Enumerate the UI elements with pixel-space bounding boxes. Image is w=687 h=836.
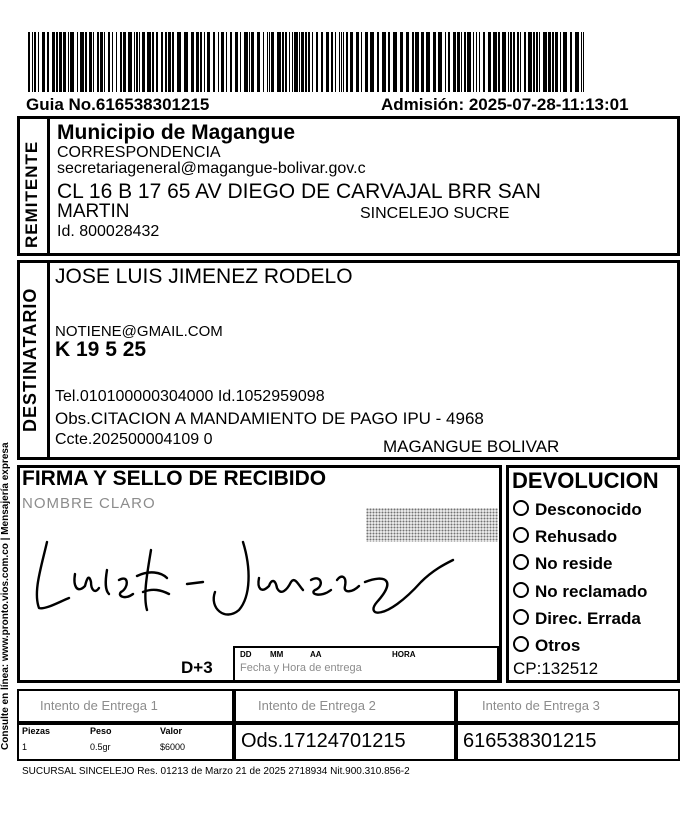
sender-name: Municipio de Magangue: [57, 121, 296, 144]
barcode-bar: [271, 32, 274, 92]
barcode-bar: [123, 32, 126, 92]
barcode: [28, 32, 586, 92]
barcode-bar: [59, 32, 62, 92]
barcode-bar: [34, 32, 36, 92]
barcode-bar: [269, 32, 270, 92]
barcode-bar: [200, 32, 202, 92]
recipient-section-label: DESTINATARIO: [20, 287, 40, 432]
barcode-bar: [282, 32, 284, 92]
sender-email: secretariageneral@magangue-bolivar.gov.c: [57, 160, 366, 177]
barcode-bar: [116, 32, 117, 92]
barcode-bar: [70, 32, 74, 92]
barcode-bar: [350, 32, 353, 92]
barcode-bar: [370, 32, 374, 92]
barcode-bar: [406, 32, 409, 92]
footer-text: SUCURSAL SINCELEJO Res. 01213 de Marzo 21 de 2025 2718934 Nit.900.310.856-2: [22, 766, 410, 777]
package-header-peso: Peso: [90, 726, 112, 736]
barcode-bar: [89, 32, 92, 92]
barcode-bar: [346, 32, 348, 92]
barcode-bar: [528, 32, 532, 92]
date-header-aa: AA: [310, 650, 322, 659]
barcode-bar: [85, 32, 87, 92]
barcode-bar: [230, 32, 232, 92]
receipt-title: FIRMA Y SELLO DE RECIBIDO: [22, 467, 327, 490]
barcode-bar: [445, 32, 446, 92]
barcode-bar: [502, 32, 506, 92]
barcode-bar: [415, 32, 419, 92]
sender-address: CL 16 B 17 65 AV DIEGO DE CARVAJAL BRR SAN: [57, 180, 541, 203]
receipt-name-placeholder: NOMBRE CLARO: [22, 495, 156, 512]
recipient-email: NOTIENE@GMAIL.COM: [55, 323, 223, 340]
barcode-bar: [136, 32, 138, 92]
barcode-bar: [393, 32, 397, 92]
barcode-bar: [476, 32, 477, 92]
barcode-bar: [56, 32, 58, 92]
return-title: DEVOLUCION: [512, 468, 659, 493]
barcode-bar: [277, 32, 281, 92]
barcode-bar: [80, 32, 84, 92]
barcode-bar: [42, 32, 45, 92]
barcode-bar: [244, 32, 248, 92]
barcode-bar: [213, 32, 215, 92]
barcode-bar: [388, 32, 390, 92]
return-cp: CP:132512: [513, 659, 599, 678]
barcode-bar: [361, 32, 362, 92]
barcode-bar: [184, 32, 188, 92]
barcode-bar: [93, 32, 94, 92]
sender-department: CORRESPONDENCIA: [57, 144, 221, 161]
barcode-bar: [305, 32, 307, 92]
barcode-bar: [289, 32, 290, 92]
barcode-bar: [240, 32, 241, 92]
barcode-bar: [147, 32, 151, 92]
barcode-bar: [152, 32, 154, 92]
barcode-bar: [400, 32, 403, 92]
barcode-bar: [139, 32, 140, 92]
barcode-bar: [453, 32, 456, 92]
barcode-bar: [343, 32, 344, 92]
barcode-bar: [377, 32, 379, 92]
return-option-otros[interactable]: Otros: [513, 636, 580, 656]
barcode-bar: [412, 32, 414, 92]
barcode-bar: [517, 32, 519, 92]
return-option-no-reclamado[interactable]: No reclamado: [513, 582, 647, 602]
barcode-bar: [299, 32, 300, 92]
sender-section-label: REMITENTE: [22, 140, 41, 248]
barcode-bar: [128, 32, 132, 92]
barcode-bar: [235, 32, 238, 92]
barcode-bar: [524, 32, 526, 92]
barcode-bar: [365, 32, 368, 92]
barcode-bar: [331, 32, 333, 92]
barcode-bar: [513, 32, 515, 92]
barcode-bar: [52, 32, 55, 92]
barcode-bar: [552, 32, 554, 92]
ods-number: Ods.17124701215: [241, 730, 406, 752]
barcode-bar: [461, 32, 462, 92]
barcode-bar: [308, 32, 310, 92]
barcode-bar: [335, 32, 336, 92]
barcode-bar: [508, 32, 509, 92]
barcode-bar: [488, 32, 491, 92]
barcode-bar: [464, 32, 466, 92]
barcode-bar: [263, 32, 264, 92]
date-header-hora: HORA: [392, 650, 416, 659]
barcode-bar: [28, 32, 30, 92]
barcode-bar: [473, 32, 474, 92]
recipient-address: K 19 5 25: [55, 338, 147, 361]
barcode-bar: [555, 32, 558, 92]
radio-icon: [513, 527, 529, 543]
barcode-bar: [321, 32, 323, 92]
barcode-bar: [301, 32, 304, 92]
barcode-bar: [292, 32, 293, 92]
package-value-piezas: 1: [22, 742, 28, 752]
barcode-bar: [108, 32, 110, 92]
radio-icon: [513, 554, 529, 570]
sender-address-2: MARTIN: [57, 201, 130, 222]
barcode-bar: [581, 32, 582, 92]
recipient-ccte: Ccte.202500004109 0: [55, 431, 213, 448]
barcode-bar: [326, 32, 329, 92]
barcode-bar: [356, 32, 359, 92]
tracking-number: 616538301215: [463, 730, 597, 752]
package-value-peso: 0.5gr: [90, 742, 111, 752]
barcode-bar: [267, 32, 268, 92]
barcode-bar: [120, 32, 122, 92]
barcode-bar: [543, 32, 547, 92]
attempt-1-label: Intento de Entrega 1: [40, 698, 158, 713]
barcode-bar: [510, 32, 512, 92]
side-text: Consulte en línea: www.pronto.vios.com.co | Mensajería expresa: [0, 442, 11, 750]
barcode-bar: [479, 32, 480, 92]
barcode-bar: [249, 32, 250, 92]
barcode-bar: [172, 32, 174, 92]
barcode-bar: [204, 32, 205, 92]
package-header-piezas: Piezas: [22, 726, 51, 736]
barcode-bar: [520, 32, 521, 92]
recipient-obs: Obs.CITACION A MANDAMIENTO DE PAGO IPU - 4968: [55, 409, 484, 428]
barcode-bar: [448, 32, 450, 92]
package-value-valor: $6000: [160, 742, 186, 752]
barcode-bar: [560, 32, 561, 92]
barcode-bar: [38, 32, 39, 92]
barcode-bar: [257, 32, 260, 92]
barcode-bar: [498, 32, 500, 92]
barcode-bar: [104, 32, 105, 92]
admission-date: Admisión: 2025-07-28-11:13:01: [381, 95, 629, 114]
radio-icon: [513, 500, 529, 516]
barcode-bar: [548, 32, 551, 92]
barcode-bar: [161, 32, 163, 92]
barcode-bar: [421, 32, 424, 92]
radio-icon: [513, 609, 529, 625]
barcode-bar: [285, 32, 287, 92]
sender-city: SINCELEJO SUCRE: [360, 205, 510, 222]
radio-icon: [513, 582, 529, 598]
barcode-bar: [218, 32, 219, 92]
return-option-no-reside[interactable]: No reside: [513, 554, 612, 574]
barcode-bar: [77, 32, 78, 92]
barcode-bar: [191, 32, 194, 92]
barcode-bar: [68, 32, 69, 92]
recipient-label-divider: [47, 260, 50, 460]
recipient-name: JOSE LUIS JIMENEZ RODELO: [55, 265, 353, 288]
barcode-bar: [168, 32, 171, 92]
return-option-direc-errada[interactable]: Direc. Errada: [513, 609, 641, 629]
barcode-bar: [438, 32, 442, 92]
barcode-bar: [426, 32, 430, 92]
recipient-city: MAGANGUE BOLIVAR: [383, 437, 560, 456]
barcode-bar: [483, 32, 485, 92]
barcode-bar: [100, 32, 103, 92]
barcode-bar: [583, 32, 584, 92]
barcode-bar: [493, 32, 497, 92]
radio-icon: [513, 636, 529, 652]
recipient-phone-id: Tel.010100000304000 Id.1052959098: [55, 388, 325, 405]
barcode-bar: [533, 32, 535, 92]
date-header-mm: MM: [270, 650, 284, 659]
barcode-bar: [47, 32, 49, 92]
package-header-valor: Valor: [160, 726, 183, 736]
barcode-bar: [467, 32, 471, 92]
barcode-bar: [312, 32, 313, 92]
return-option-desconocido[interactable]: Desconocido: [513, 500, 642, 520]
barcode-bar: [563, 32, 567, 92]
barcode-bar: [457, 32, 460, 92]
sender-label-divider: [47, 116, 50, 256]
delivery-code: D+3: [181, 658, 213, 677]
barcode-bar: [316, 32, 318, 92]
date-header-dd: DD: [240, 650, 252, 659]
barcode-bar: [177, 32, 181, 92]
barcode-bar: [156, 32, 158, 92]
barcode-bar: [207, 32, 210, 92]
barcode-bar: [112, 32, 113, 92]
barcode-bar: [32, 32, 33, 92]
barcode-bar: [97, 32, 99, 92]
barcode-bar: [294, 32, 298, 92]
barcode-bar: [226, 32, 227, 92]
attempt-3-label: Intento de Entrega 3: [482, 698, 600, 713]
barcode-bar: [575, 32, 579, 92]
barcode-bar: [539, 32, 540, 92]
return-option-rehusado[interactable]: Rehusado: [513, 527, 617, 547]
barcode-bar: [433, 32, 436, 92]
barcode-bar: [341, 32, 342, 92]
attempt-2-label: Intento de Entrega 2: [258, 698, 376, 713]
signature-graphic: [25, 530, 455, 630]
barcode-bar: [63, 32, 66, 92]
barcode-bar: [165, 32, 167, 92]
barcode-bar: [251, 32, 254, 92]
barcode-bar: [339, 32, 340, 92]
barcode-bar: [196, 32, 199, 92]
barcode-bar: [570, 32, 572, 92]
barcode-bar: [382, 32, 386, 92]
sender-id: Id. 800028432: [57, 223, 160, 240]
barcode-bar: [142, 32, 145, 92]
barcode-bar: [134, 32, 135, 92]
guide-number: Guia No.616538301215: [26, 95, 210, 114]
barcode-bar: [221, 32, 224, 92]
barcode-bar: [536, 32, 538, 92]
date-label: Fecha y Hora de entrega: [240, 662, 362, 674]
